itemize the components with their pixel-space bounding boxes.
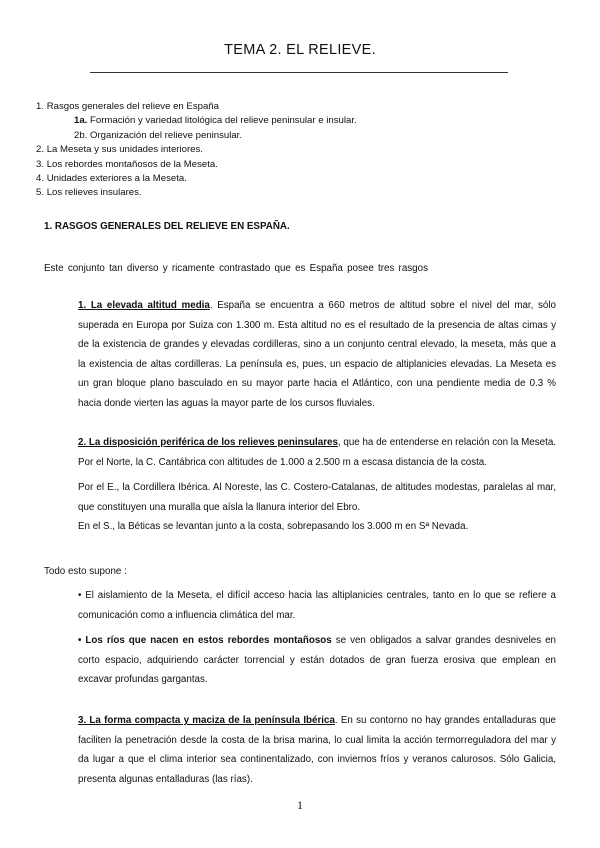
- toc-item: 1a. Formación y variedad litológica del relieve peninsular e insular.: [74, 115, 357, 127]
- bullet-item: • El aislamiento de la Meseta, el difícil acceso hacia las altiplanicies centrales, tanto en lo que se refiere a comunicación como a influencia climática del mar.: [78, 590, 556, 621]
- table-of-contents: [36, 100, 357, 201]
- toc-item: 1. Rasgos generales del relieve en España: [36, 101, 219, 112]
- page-number: 1: [297, 798, 303, 812]
- rasgo-2-paragraph: En el S., la Béticas se levantan junto a la costa, sobrepasando los 3.000 m en Sª Nevada.: [78, 521, 469, 533]
- rasgo-2: [78, 433, 556, 537]
- rasgo-2-text: , que ha de entenderse en relación con la Meseta. Por el Norte, la C. Cantábrica con altitudes de 1.000 a 2.500 m a escasa distancia de la costa.: [78, 437, 556, 468]
- rasgo-3-text: . En su contorno no hay grandes entalladuras que faciliten la penetración desde la costa de la brisa marina, lo cual limita la acción termorreguladora del mar y da lugar a que el clima interior sea continentalizado, con inviernos fríos y veranos calurosos. Sólo Galicia, presenta algunas entalladuras (las rías).: [78, 715, 556, 785]
- toc-item: 5. Los relieves insulares.: [36, 187, 142, 199]
- toc-item: 4. Unidades exteriores a la Meseta.: [36, 173, 187, 185]
- todo-intro: Todo esto supone :: [44, 566, 127, 577]
- rasgo-2-paragraph: Por el E., la Cordillera Ibérica. Al Noreste, las C. Costero-Catalanas, de altitudes modestas, paralelas al mar, que constituyen una muralla que aísla la llanura interior del Ebro.: [78, 482, 556, 513]
- rasgo-1: [78, 296, 556, 414]
- consequences: [78, 586, 556, 690]
- rasgo-1-heading: 1. La elevada altitud media: [78, 300, 210, 311]
- toc-item: 2b. Organización del relieve peninsular.: [74, 129, 243, 141]
- rasgo-3-heading: 3. La forma compacta y maciza de la península Ibérica: [78, 715, 335, 726]
- toc-item: 2. La Meseta y sus unidades interiores.: [36, 144, 203, 156]
- rasgo-3: [78, 711, 556, 789]
- title-underline: [90, 72, 508, 73]
- bullet-item: • Los ríos que nacen en estos rebordes montañosos se ven obligados a salvar grandes desniveles en corto espacio, adquiriendo carácter torrencial y están dotados de gran fuerza erosiva que emplean en excavar profundas gargantas.: [78, 635, 556, 686]
- page-title: TEMA 2. EL RELIEVE.: [224, 42, 376, 58]
- rasgo-1-text: . España se encuentra a 660 metros de altitud sobre el nivel del mar, sólo superada en Europa por Suiza con 1.300 m. Esta altitud no es el resultado de la presencia de altas cimas y de la existencia de grandes y elevadas cordilleras, sino a un conjunto central elevado, la meseta, más que a la existencia de altas cordilleras. La península es, pues, un espacio de altiplanicies elevadas. La Meseta es un gran bloque plano basculado en su mayor parte hacia el Atlántico, con una pendiente media de 0.3 % hacia donde vierten las aguas la mayor parte de los cursos fluviales.: [78, 300, 556, 409]
- rasgo-2-heading: 2. La disposición periférica de los relieves peninsulares: [78, 437, 338, 448]
- toc-item: 3. Los rebordes montañosos de la Meseta.: [36, 158, 218, 170]
- intro-paragraph: Este conjunto tan diverso y ricamente contrastado que es España posee tres rasgos: [44, 263, 428, 274]
- section-heading: 1. RASGOS GENERALES DEL RELIEVE EN ESPAÑA.: [44, 221, 290, 232]
